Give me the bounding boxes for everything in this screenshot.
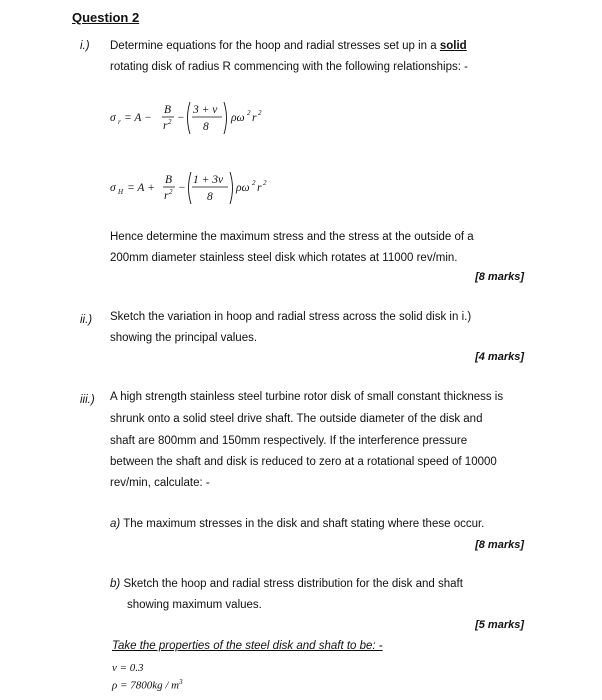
eq1-frac-den: r	[163, 120, 168, 132]
eq2-frac-den: r	[164, 190, 169, 202]
part-i-marks: [8 marks]	[475, 271, 524, 283]
eq1-sigma-sub: r	[118, 117, 121, 126]
question-heading: Question 2	[72, 10, 140, 25]
eq1-frac-num: B	[164, 104, 172, 116]
eq1-equals-a: = A −	[124, 112, 152, 124]
eq1-paren-den: 8	[203, 121, 209, 133]
eq2-tail2-sup: 2	[263, 179, 267, 187]
eq2-tail2: r	[257, 182, 262, 194]
part-iii-a-text: The maximum stresses in the disk and shaft stating where these occur.	[123, 518, 485, 530]
eq1-frac-den-sup: 2	[168, 118, 172, 126]
part-iii-b	[110, 574, 463, 595]
part-iii-line-5: rev/min, calculate: -	[110, 477, 210, 489]
eq2-frac-num: B	[165, 174, 173, 186]
property-density	[112, 678, 183, 692]
part-ii-number: ii.)	[80, 314, 93, 326]
part-iii-b-line-1: Sketch the hoop and radial stress distribution for the disk and shaft	[123, 578, 463, 590]
part-iii-line-4: between the shaft and disk is reduced to zero at a rotational speed of 10000	[110, 456, 497, 468]
eq1-tail2-sup: 2	[258, 109, 262, 117]
part-iii-number: iii.)	[80, 394, 95, 406]
part-iii-line-2: shrunk onto a solid steel drive shaft. The outside diameter of the disk and	[110, 413, 483, 425]
property-poisson-ratio: ν = 0.3	[112, 662, 144, 674]
part-iii-b-line-2: showing maximum values.	[127, 599, 262, 611]
part-iii-line-3: shaft are 800mm and 150mm respectively. If the interference pressure	[110, 435, 468, 447]
eq2-paren-num: 1 + 3ν	[193, 174, 224, 186]
hoop-stress-equation	[108, 166, 308, 210]
property-density-value: ρ = 7800	[112, 679, 153, 692]
part-ii-marks: [4 marks]	[475, 351, 524, 363]
eq1-tail2: r	[252, 112, 257, 124]
part-i-line-2: rotating disk of radius R commencing with the following relationships: -	[110, 61, 468, 73]
eq2-tail: ρω	[236, 182, 250, 194]
part-i-line-1-text: Determine equations for the hoop and radial stresses set up in a	[110, 40, 440, 52]
eq1-minus: −	[177, 112, 185, 124]
eq1-sigma: σ	[110, 112, 116, 124]
eq1-paren-num: 3 + ν	[193, 104, 218, 116]
part-iii-a	[110, 514, 484, 535]
part-iii-a-marks: [8 marks]	[475, 539, 524, 551]
part-i-line-4: 200mm diameter stainless steel disk which rotates at 11000 rev/min.	[110, 252, 458, 264]
part-iii-a-label: a)	[110, 518, 121, 530]
properties-title: Take the properties of the steel disk and shaft to be: -	[112, 640, 383, 652]
eq2-sigma: σ	[110, 182, 116, 194]
property-density-unit-sup: 3	[179, 678, 183, 686]
part-iii-b-marks: [5 marks]	[475, 619, 524, 631]
part-i-number: i.)	[80, 40, 90, 52]
eq2-sigma-sub: H	[118, 188, 124, 196]
eq2-minus: −	[178, 182, 186, 194]
part-i-line-1	[110, 36, 467, 57]
eq2-frac-den-sup: 2	[169, 188, 173, 196]
eq2-tail-sup: 2	[252, 179, 256, 187]
eq1-tail: ρω	[231, 112, 245, 124]
radial-stress-equation	[108, 96, 308, 140]
part-ii-line-1: Sketch the variation in hoop and radial stress across the solid disk in i.)	[110, 311, 472, 323]
eq2-paren-den: 8	[207, 191, 213, 203]
part-iii-line-1: A high strength stainless steel turbine rotor disk of small constant thickness is	[110, 391, 504, 403]
eq2-equals-a: = A +	[127, 182, 155, 194]
part-i-line-3: Hence determine the maximum stress and the stress at the outside of a	[110, 231, 474, 243]
part-ii-line-2: showing the principal values.	[110, 332, 258, 344]
part-iii-b-label: b)	[110, 578, 121, 590]
eq1-tail-sup: 2	[247, 109, 251, 117]
solid-keyword: solid	[439, 40, 467, 52]
property-density-unit: kg / m	[152, 679, 180, 692]
